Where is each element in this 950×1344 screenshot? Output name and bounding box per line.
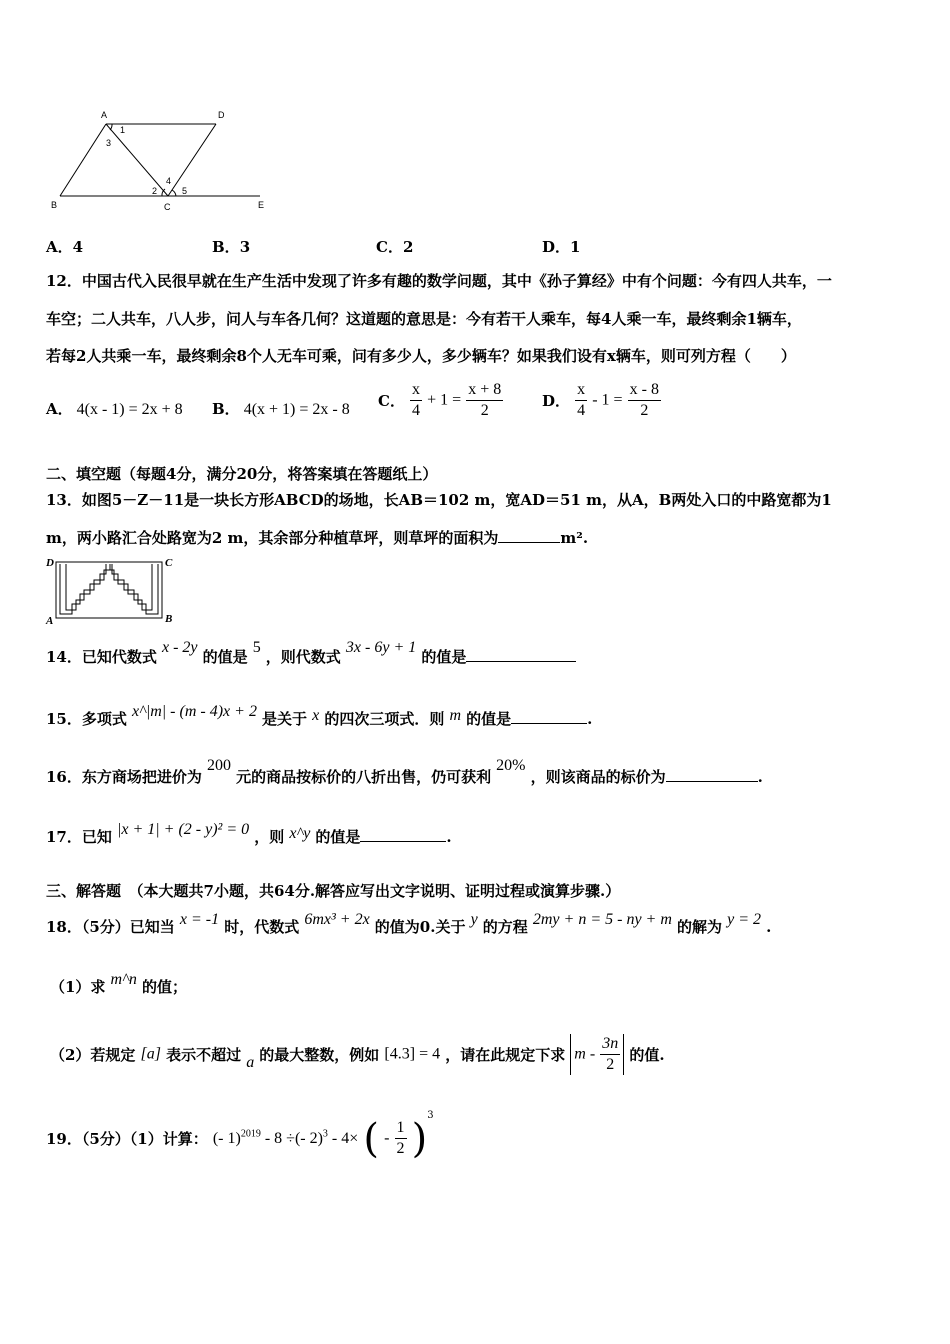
q14: 14．已知代数式 x - 2y 的值是 5 ，则代数式 3x - 6y + 1 的值是 (46, 646, 576, 667)
q11-option-c: C．2 (376, 238, 414, 256)
angle-2: 2 (152, 186, 158, 196)
q16: 16．东方商场把进价为 200 元的商品按标价的八折出售，仍可获利 20% ，则该商品的标价为 . (46, 757, 763, 786)
label-A: A (101, 110, 108, 120)
fig2-label-B: B (165, 613, 173, 625)
label-B: B (51, 200, 58, 210)
q18-stem: 18．（5分）已知当 x = -1 时，代数式 6mx³ + 2x 的值为0.关于 y 的方程 2my + n = 5 - ny + m 的解为 y = 2 . (46, 911, 772, 936)
q11-option-b: B．3 (212, 238, 251, 256)
q11-option-d: D．1 (542, 238, 581, 256)
fig2-label-C: C (165, 557, 173, 569)
q15: 15．多项式 x^|m| - (m - 4)x + 2 是关于 x 的四次三项式．则 m 的值是 . (46, 703, 593, 728)
q18-part-1: （1）求 m^n 的值； (50, 971, 187, 996)
geometry-figure-1 (48, 106, 270, 214)
q18-part-2: （2）若规定 [a] 表示不超过 a 的最大整数，例如 [4.3] = 4 ，请在此规定下求 m - $\frac{3n}{2}$ 的值. (50, 1035, 665, 1073)
q12-option-a: A． 4(x - 1) = 2x + 8 (46, 400, 183, 418)
label-D: D (218, 110, 225, 120)
q15-answer-blank[interactable] (511, 709, 587, 724)
q15-polynomial: x^|m| - (m - 4)x + 2 (131, 703, 257, 720)
q12-option-d: D． $\frac{x}{4}$ - 1 = $\frac{x - 8}{2}$ (542, 381, 659, 419)
q12-line-3: 若每2人共乘一车，最终剩余8个人无车可乘，问有多少人，多少辆车？如果我们设有x辆车，则可列方程（ ） (46, 347, 796, 365)
fig2-label-D: D (46, 557, 54, 569)
q17-equation: |x + 1| + (2 - y)² = 0 (116, 821, 250, 838)
q19: 19．（5分）（1）计算： (- 1)$^{2019}$ - 8 ÷(- 2)$^3$ - 4× ( - $\frac{1}{2}$ )$^3$ (46, 1110, 434, 1162)
section-3-heading: 三、解答题 （本大题共7小题，共64分.解答应写出文字说明、证明过程或演算步骤.） (46, 882, 621, 900)
q17-answer-blank[interactable] (360, 827, 446, 842)
angle-4: 4 (166, 176, 172, 186)
q16-answer-blank[interactable] (666, 767, 758, 782)
label-E: E (258, 200, 265, 210)
q19-expression: (- 1)$^{2019}$ - 8 ÷(- 2)$^3$ - 4× (212, 1128, 359, 1148)
q12-line-1: 12．中国古代入民很早就在生产生活中发现了许多有趣的数学问题，其中《孙子算经》中有个问题：今有四人共车，一 (46, 272, 832, 290)
label-C: C (164, 202, 171, 212)
q12-option-b: B． 4(x + 1) = 2x - 8 (212, 400, 350, 418)
q13-answer-blank[interactable] (498, 528, 560, 543)
q17: 17．已知 |x + 1| + (2 - y)² = 0 ，则 x^y 的值是 . (46, 821, 452, 846)
q11-option-a: A．4 (46, 238, 84, 256)
q12-option-c: C． $\frac{x}{4}$ + 1 = $\frac{x + 8}{2}$ (378, 381, 502, 419)
q12-line-2: 车空；二人共车，八人步，问人与车各几何？这道题的意思是：今有若干人乘车，每4人乘一车，最终剩余1辆车， (46, 310, 802, 328)
angle-5: 5 (182, 186, 188, 196)
q13-line-2: m，两小路汇合处路宽为2 m，其余部分种植草坪，则草坪的面积为 m². (46, 529, 589, 547)
angle-1: 1 (120, 125, 126, 135)
q18-floor-expression: m - $\frac{3n}{2}$ (570, 1034, 624, 1075)
lawn-figure (44, 554, 180, 626)
angle-3: 3 (106, 138, 112, 148)
q13-line-1: 13．如图5－Z－11是一块长方形ABCD的场地，长AB＝102 m，宽AD＝51 m，从A，B两处入口的中路宽都为1 (46, 491, 832, 509)
q14-answer-blank[interactable] (466, 647, 576, 662)
section-2-heading: 二、填空题（每题4分，满分20分，将答案填在答题纸上） (46, 465, 438, 483)
fig2-label-A: A (46, 615, 54, 626)
